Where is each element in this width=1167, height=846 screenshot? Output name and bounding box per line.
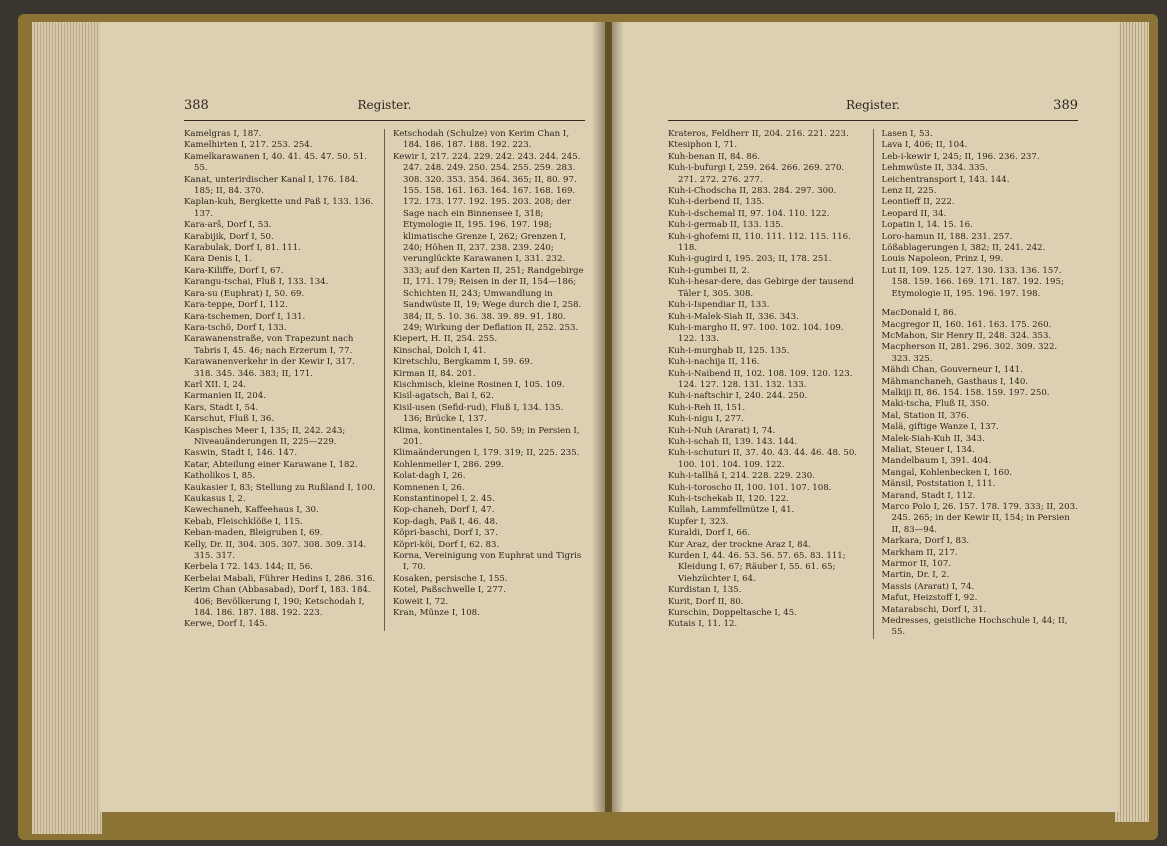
index-entry: Kuh-i-Naibend II, 102. 108. 109. 120. 123. 124. 127. 128. 131. 132. 133. [668,368,853,390]
index-entry: Kisil-agatsch, Bai I, 62. [393,391,494,402]
index-entry: Mafut, Heizstoff I, 92. [881,593,978,604]
index-entry: Louis Napoleon, Prinz I, 99. [881,254,1004,265]
index-entry: Kaukasier I, 83; Stellung zu Rußland I, 100. [184,482,376,493]
index-entry: Kran, Münze I, 108. [393,608,480,619]
index-entry: Kuh-i-Ispendiar II, 133. [668,300,770,311]
index-entry: Kuh-i-hesar-dere, das Gebirge der tausend Täler I, 305. 308. [668,277,854,299]
index-entry: Korna, Vereinigung von Euphrat und Tigris I, 70. [393,551,582,573]
index-entry: Maki-tscha, Fluß II, 350. [881,399,990,410]
index-entry: Kuh-i-derbend II, 135. [668,197,765,208]
index-entry: Kuh-i-Malek-Siah II, 336. 343. [668,311,799,322]
index-entry: Kaplan-kuh, Bergkette und Paß I, 133. 136. 137. [184,197,374,219]
index-entry: Ketschodah (Schulze) von Kerim Chan I, 184. 186. 187. 188. 192. 223. [393,129,570,151]
index-entry: Kullah, Lammfellmütze I, 41. [668,505,795,516]
index-entry: Lenz II, 225. [881,186,937,197]
index-entry: Kuh-i-murghab II, 125. 135. [668,345,790,356]
index-entry: Massis (Ararat) I, 74. [881,581,975,592]
index-entry: Mal, Station II, 376. [881,410,970,421]
index-entry: Kelly, Dr. II, 304. 305. 307. 308. 309. 314. 315. 317. [184,539,367,562]
index-entry: Kara-teppe, Dorf I, 112. [184,300,288,311]
index-entry: Kiretschlu, Bergkamm I, 59. 69. [393,357,533,368]
index-entry: Macgregor II, 160. 161. 163. 175. 260. [881,319,1052,330]
index-entry: Kaswin, Stadt I, 146. 147. [184,448,298,459]
index-entry: Markara, Dorf I, 83. [881,536,970,547]
index-entry: Mangal, Kohlenbecken I, 160. [881,467,1013,478]
index-entry: Kiepert, H. II, 254. 255. [393,334,498,345]
index-entry: Kirman II, 84. 201. [393,368,476,379]
index-entry: Marmor II, 107. [881,559,952,570]
index-entry: Kuh-i-ghofemi II, 110. 111. 112. 115. 116. 118. [668,231,851,254]
index-entry: Leb-i-kewir I, 245; II, 196. 236. 237. [881,151,1040,162]
index-entry: Maliat, Steuer I, 134. [881,444,975,455]
right-page-header [668,96,1078,121]
index-entry: Kolat-dagh I, 26. [393,471,466,482]
index-entry: Kuh-i-naftschir I, 240. 244. 250. [668,391,808,402]
index-entry: Kara-tschemen, Dorf I, 131. [184,311,306,322]
index-entry: Matarabschi, Dorf I, 31. [881,604,987,615]
index-entry: MacDonald I, 86. [881,308,957,319]
index-entry: Kerbela I 72. 143. 144; II, 56. [184,562,313,573]
index-entry: Kamelkarawanen I, 40. 41. 45. 47. 50. 51. 55. [184,151,367,174]
index-entry: Mänsil, Poststation I, 111. [881,479,996,490]
index-entry: Katar, Abteilung einer Karawane I, 182. [184,459,358,470]
index-entry: Kerwe, Dorf I, 145. [184,619,268,630]
index-column-1 [184,129,384,631]
index-entry: Karmanien II, 204. [184,391,266,402]
index-entry: Kuh-i-Reh II, 151. [668,402,746,413]
index-entry: Marand, Stadt I, 112. [881,490,976,501]
index-entry: Klima, kontinentales I, 50. 59; in Persien I, 201. [393,425,580,447]
index-entry: Leichentransport I, 143. 144. [881,174,1010,185]
index-columns [668,129,1078,639]
index-entry: Kuh-i-gumbei II, 2. [668,265,750,276]
index-entry: Lehmwüste II, 334. 335. [881,163,988,174]
index-entry: Kurschin, Doppeltasche I, 45. [668,608,797,619]
index-entry: Loro-hamun II, 188. 231. 257. [881,231,1013,242]
index-entry: Kuh-i-tallhä I, 214. 228. 229. 230. [668,471,815,482]
running-head: Register. [357,98,412,112]
index-entry: Konstantinopel I, 2. 45. [393,494,495,504]
index-entry: Lasen I, 53. [881,129,933,139]
index-entry: Kuh-i-margho II, 97. 100. 102. 104. 109. 122. 133. [668,322,844,345]
index-entry: Karangu-tschai, Fluß I, 133. 134. [184,277,329,288]
index-entry: Kischmisch, kleine Rosinen I, 105. 109. [393,379,565,390]
index-entry: Mandelbaum I, 391. 404. [881,456,992,467]
index-entry: Komnenen I, 26. [393,482,465,493]
index-entry: Karabulak, Dorf I, 81. 111. [184,243,301,254]
index-entry: Klimaänderungen I, 179. 319; II, 225. 235. [393,448,580,459]
page-number: 389 [1053,98,1078,113]
index-entry: Mähdi Chan, Gouverneur I, 141. [881,365,1023,376]
index-entry: Kara-Kiliffe, Dorf I, 67. [184,265,284,276]
index-entry: Kurit, Dorf II, 80. [668,596,744,607]
running-head: Register. [846,98,900,112]
index-entry: Kebab, Fleischklöße I, 115. [184,516,303,527]
page-number: 388 [184,98,209,113]
index-entry: Kosaken, persische I, 155. [393,573,508,584]
index-entry: Kutais I, 11. 12. [668,619,738,630]
index-entry: Kars, Stadt I, 54. [184,402,259,413]
index-entry: Kuh-i-gugird I, 195. 203; II, 178. 251. [668,254,832,265]
index-entry: Karl XII. I, 24. [184,379,247,390]
index-entry: Kop-chaneh, Dorf I, 47. [393,505,495,516]
index-entry: Kuh-i-tschekab II, 120. 122. [668,494,789,504]
index-entry: Leopard II, 34. [881,208,947,219]
index-entry: Kara-arš, Dorf I, 53. [184,220,272,231]
index-entry: Kurdistan I, 135. [668,585,742,596]
index-entry: Kuh-i-bufurgi I, 259. 264. 266. 269. 270. 271. 272. 276. 277. [668,163,845,185]
index-entry: Kuh-i-toroscho II, 100. 101. 107. 108. [668,482,832,493]
right-page [612,22,1118,812]
index-entry: Kuraldi, Dorf I, 66. [668,528,751,539]
index-entry: Keban-maden, Bleigruben I, 69. [184,528,323,539]
index-entry: McMahon, Sir Henry II, 248. 324. 353. [881,330,1052,341]
index-entry: Katholikos I, 85. [184,471,256,482]
book-gutter [592,22,624,812]
index-entry: Kewir I, 217. 224. 229. 242. 243. 244. 245. 247. 248. 249. 250. 254. 255. 259. 283. 308. 320. 353. 354. 364. 365; II, 80. 97. 155. 158. 161. 163. 164. 167. 168. 169. 172. 173. 177. 192. 195. 203. 208; der Sage nach ein Binnensee I, 318; Etymologie II, 195. 196. 197. 198; klimatische Grenze I, 262; Grenzen I, 240; Höhen II, 237. 238. 239. 240; verunglückte Karawanen I, 331. 232. 333; auf den Karten II, 251; Randgebirge II, 171. 179; Reisen in der II, 154—186; Schichten II, 243; Umwandlung in Sandwüste II, 19; Wege durch die I, 258. 384; II, 5. 10. 36. 38. 39. 89. 91. 180. 249; Wirkung der Deflation II, 252. 253. [393,151,584,333]
index-entry: Kuh-i-germab II, 133. 135. [668,220,784,231]
index-entry: Lut II, 109. 125. 127. 130. 133. 136. 157. 158. 159. 166. 169. 171. 187. 192. 195; Etymologie II, 195. 196. 197. 198. [881,265,1064,299]
index-entry: Lopatin I, 14. 15. 16. [881,220,973,231]
index-entry: Kotel, Paßschwelle I, 277. [393,585,506,596]
index-entry: Kanat, unterirdischer Kanal I, 176. 184. 185; II, 84. 370. [184,174,359,197]
index-entry: Malek-Siah-Kuh II, 343. [881,433,985,444]
index-entry: Kara-tschö, Dorf I, 133. [184,322,287,333]
index-column-1 [668,129,873,639]
index-entry: Krateros, Feldherr II, 204. 216. 221. 223. [668,129,849,139]
index-entry: Kinschal, Dolch I, 41. [393,345,487,356]
index-entry: Malä, giftige Wanze I, 137. [881,422,999,433]
index-entry: Kamelhirten I, 217. 253. 254. [184,140,313,151]
index-entry: Kara-su (Euphrat) I, 50. 69. [184,288,305,299]
index-entry: Martin, Dr. I, 2. [881,570,950,581]
index-entry: Kawechaneh, Kaffeehaus I, 30. [184,505,319,516]
left-page-header [184,96,585,121]
index-entry: Medresses, geistliche Hochschule I, 44; II, 55. [881,616,1068,638]
index-entry: Lava I, 406; II, 104. [881,140,968,151]
index-entry: Ktesiphon I, 71. [668,140,738,151]
index-entry: Kuh-i-Chodscha II, 283. 284. 297. 300. [668,186,837,197]
index-entry: Kurden I, 44. 46. 53. 56. 57. 65. 83. 111; Kleidung I, 67; Räuber I, 55. 61. 65; Viehzüchter I, 64. [668,551,846,584]
index-entry: Malkiji II, 86. 154. 158. 159. 197. 250. [881,387,1050,398]
index-entry: Leontieff II, 222. [881,197,955,208]
index-entry: Köpri-köi, Dorf I, 62. 83. [393,539,500,550]
index-entry: Kaspisches Meer I, 135; II, 242. 243; Niveauänderungen II, 225—229. [184,425,346,447]
index-entry: Kerbelai Mabali, Führer Hedins I, 286. 316. [184,573,376,584]
index-entry: Kohlenmeiler I, 286. 299. [393,459,504,470]
index-entry: Kisil-usen (Sefid-rud), Fluß I, 134. 135. 136; Brücke I, 137. [393,402,564,425]
page-edge-right [1115,22,1149,822]
index-column-2 [384,129,585,631]
index-entry: Kuh-i-Nuh (Ararat) I, 74. [668,425,776,436]
index-entry: Mähmanchaneh, Gasthaus I, 140. [881,376,1029,387]
index-entry: Köpri-baschi, Dorf I, 37. [393,528,498,539]
index-entry: Kuh-i-schah II, 139. 143. 144. [668,436,798,447]
index-entry: Lößablagerungen I, 382; II, 241. 242. [881,243,1046,254]
index-entry: Karawanenverkehr in der Kewir I, 317. 318. 345. 346. 383; II, 171. [184,357,355,379]
index-entry: Macpherson II, 281. 296. 302. 309. 322. 323. 325. [881,342,1058,364]
index-entry: Karabijik, Dorf I, 50. [184,231,274,242]
index-entry: Koweit I, 72. [393,596,449,607]
index-entry: Kuh-i-nigu I, 277. [668,414,744,425]
index-entry: Kuh-i-dschemal II, 97. 104. 110. 122. [668,208,830,219]
index-entry: Kop-dagh, Paß I, 46. 48. [393,516,498,527]
index-entry: Marco Polo I, 26. 157. 178. 179. 333; II, 203. 245. 265; in der Kewir II, 154; in Persien II, 83—94. [881,502,1078,535]
index-entry: Kur Araz, der trockne Araz I, 84. [668,539,811,550]
index-entry: Karawanenstraße, von Trapezunt nach Tabris I, 45. 46; nach Erzerum I, 77. [184,334,354,356]
page-edge-left [32,22,102,834]
index-entry: Kupfer I, 323. [668,516,729,527]
index-entry: Kamelgras I, 187. [184,129,262,139]
left-page [100,22,605,812]
index-entry: Kara Denis I, 1. [184,254,252,265]
index-columns [184,129,585,631]
index-entry: Kaukasus I, 2. [184,494,246,504]
index-entry: Kuh-i-schuturi II, 37. 40. 43. 44. 46. 48. 50. 100. 101. 104. 109. 122. [668,448,858,470]
index-entry: Markham II, 217. [881,547,958,558]
index-entry: Kerim Chan (Abbasabad), Dorf I, 183. 184. 406; Bevölkerung I, 190; Ketschodah I, 184. 186. 187. 188. 192. 223. [184,585,371,619]
index-entry: Kuh-i-nachija II, 116. [668,357,760,368]
index-column-2 [873,129,1079,639]
index-entry: Karschut, Fluß I, 36. [184,414,275,425]
index-entry: Kuh-benan II, 84. 86. [668,151,761,162]
